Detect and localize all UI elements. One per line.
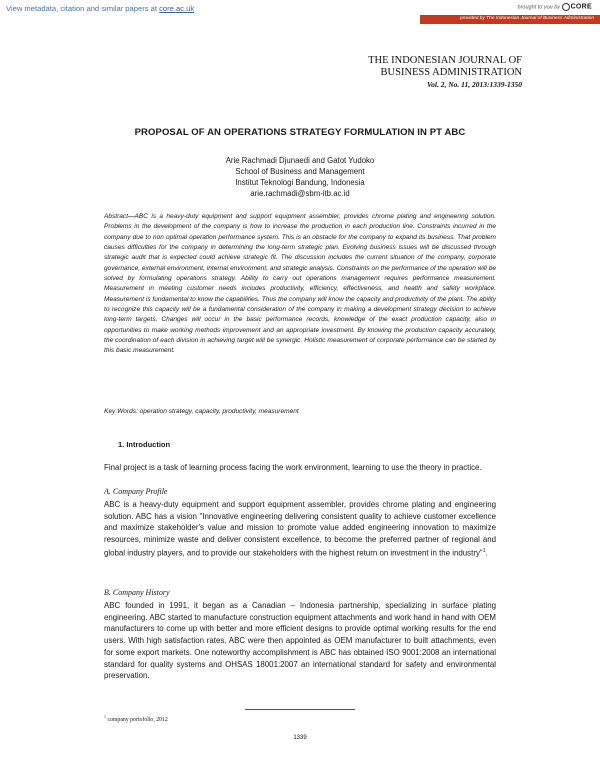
core-link-prefix[interactable]: View metadata, citation and similar papers at [6, 4, 160, 13]
core-logo-text: CORE [570, 3, 592, 11]
paper-title: PROPOSAL OF AN OPERATIONS STRATEGY FORMULATION IN PT ABC [134, 127, 466, 138]
core-banner [0, 0, 600, 26]
author-institute: Institut Teknologi Bandung, Indonesia [235, 178, 365, 187]
provided-by-text[interactable]: provided by The Indonesian Journal of Business Administration [460, 16, 594, 21]
core-logo-icon [562, 3, 570, 11]
abstract: Abstract—ABC is a heavy-duty equipment and support equipment assembler, provides chrome plating and engineering solution. Problems in the development of the company is how to increase the production in each production line. Constraints incurred in the company due to non optimal operation performance system. This is an obstacle for the company to expand its business. That problem causes difficulties for the company in determining the long-term strategic plan. Evolving business issues will be discussed through strategic audit that is expected could achieve strategic fit. The discussion includes the current situation of the company, corporate governance, external environment, internal environment, and strategic analysis. Constraints on the performance of the operation will be solved by formulating operations strategy. Ability to carry out operations management requires performance measurement. Measurement in meeting customer needs includes productivity, efficiency, effectiveness, and health and safety workplace. Measurement is fundamental to know the capabilities. Thus the company will know the capacity and productivity of the plant. The ability to recognize this capacity will be a fundamental consideration of the company in making a development strategy decision to achieve long-term targets. Changes will occur in the basic performance records, knowledge of the exact production capacity, also in opportunities to make working methods improvement and an appropriate investment. By knowing the production capacity accurately, the coordination of each division in achieving target will be synergic. Holistic measurement of corporate performance can be started by this basic measurement. [104, 213, 496, 355]
author-email: arie.rachmadi@sbm-itb.ac.id [250, 189, 350, 198]
core-metadata-link[interactable] [6, 4, 194, 13]
footnote-reference: 1 [482, 547, 486, 554]
journal-name-line1: THE INDONESIAN JOURNAL OF [368, 55, 522, 66]
journal-name-line2: BUSINESS ADMINISTRATION [380, 67, 522, 78]
core-link-domain[interactable]: core.ac.uk [159, 4, 195, 13]
footnote-divider [245, 709, 355, 710]
keywords: Key Words: operation strategy, capacity, productivity, measurement [104, 408, 299, 415]
footnote [104, 714, 168, 723]
footnote-mark: 1 [104, 714, 106, 719]
journal-header [368, 55, 522, 90]
author-block [0, 155, 600, 199]
journal-volume: Vol. 2, No. 11, 2013:1339-1350 [426, 80, 522, 89]
brought-by-core[interactable] [518, 3, 592, 11]
brought-by-label: brought to you by [517, 4, 561, 11]
history-paragraph: ABC founded in 1991, it began as a Canadian – Indonesia partnership, specializing in surface plating engineering. ABC started to manufacture construction equipment attachments and work hand in hand with OEM manufacturers to come up with better and more efficient designs to provide optimal working results for the end users. With high satisfaction rates, ABC were then appointed as OEM manufacturer to built attachments, even for some export markets. One noteworthy accomplishment is ABC has obtained ISO 9001:2008 an international standard for quality systems and OHSAS 18001:2007 an international standard for safety and environmental preservation. [104, 601, 496, 681]
author-school: School of Business and Management [235, 167, 365, 176]
profile-paragraph-end: . [485, 548, 488, 558]
subsection-company-history: B. Company History [104, 588, 170, 597]
subsection-company-profile: A. Company Profile [104, 487, 168, 496]
page-number: 1339 [293, 735, 307, 741]
footnote-text: company portofolio, 2012 [106, 716, 168, 723]
profile-paragraph-text: ABC is a heavy-duty equipment and support equipment assembler, provides chrome plating and engineering solution. ABC has a vision "Innovative engineering delivering consistent quality to achieve customer excellence and maximize stakeholder's value and mission to promote value added engineering innovation to maximize resources, minimize waste and deliver consistent excellence, to become the preferred partner of regional and global industry players, and to provide our stakeholders with the highest return on investment in the industry" [104, 500, 496, 558]
author-names: Arie Rachmadi Djunaedi and Gatot Yudoko [225, 156, 375, 165]
profile-paragraph [104, 499, 496, 559]
intro-paragraph: Final project is a task of learning process facing the work environment, learning to use the theory in practice. [104, 463, 482, 472]
provided-by-strip[interactable] [420, 15, 600, 24]
section-heading-introduction: 1. Introduction [118, 440, 171, 449]
